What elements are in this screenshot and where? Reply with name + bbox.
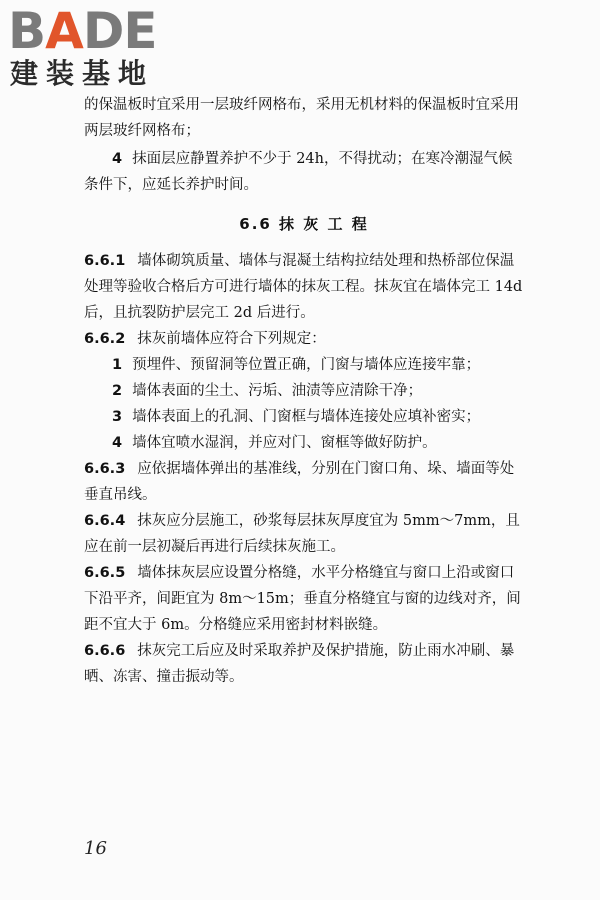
- logo-letter-a-accent: A: [45, 2, 83, 60]
- item-number: 4: [112, 151, 123, 167]
- item-text: 墙体表面上的孔洞、门窗框与墙体连接处应填补密实；: [132, 409, 481, 425]
- site-logo: [8, 4, 178, 96]
- item-number: 3: [112, 409, 123, 425]
- previous-list-item-4: [84, 146, 524, 198]
- item-text: 抹面层应静置养护不少于 24h，不得扰动；在寒冷潮湿气候条件下，应延长养护时间。: [84, 151, 513, 193]
- item-number: 1: [112, 357, 123, 373]
- logo-subtitle: 建装基地: [10, 57, 155, 90]
- logo-letters-de: DE: [82, 2, 157, 60]
- clause-number: 6.6.6: [84, 643, 126, 659]
- clause-text: 抹灰应分层施工，砂浆每层抹灰厚度宜为 5mm～7mm，且应在前一层初凝后再进行后续抹灰施工。: [84, 513, 520, 555]
- item-number: 4: [112, 435, 123, 451]
- clause-6-6-2: [84, 326, 524, 352]
- item-number: 2: [112, 383, 123, 399]
- section-heading: 6.6 抹 灰 工 程: [239, 215, 369, 233]
- clause-number: 6.6.2: [84, 331, 126, 347]
- clause-6-6-4: [84, 508, 524, 560]
- logo-wordmark: [8, 4, 157, 58]
- clause-text: 墙体抹灰层应设置分格缝，水平分格缝宜与窗口上沿或窗口下沿平齐，间距宜为 8m～15m；垂直分格缝宜与窗的边线对齐，间距不宜大于 6m。分格缝应采用密封材料嵌缝。: [84, 565, 521, 633]
- clause-6-6-6: [84, 638, 524, 690]
- clause-number: 6.6.4: [84, 513, 126, 529]
- item-text: 墙体宜喷水湿润，并应对门、窗框等做好防护。: [132, 435, 437, 451]
- list-item: [84, 430, 524, 456]
- clause-text: 抹灰完工后应及时采取养护及保护措施，防止雨水冲刷、暴晒、冻害、撞击振动等。: [84, 643, 515, 685]
- list-item: [84, 404, 524, 430]
- item-text: 墙体表面的尘土、污垢、油渍等应清除干净；: [132, 383, 423, 399]
- clause-6-6-5: [84, 560, 524, 638]
- logo-letter-b: B: [8, 2, 46, 60]
- clause-text: 应依据墙体弹出的基准线，分别在门窗口角、垛、墙面等处垂直吊线。: [84, 461, 515, 503]
- page-number: 16: [84, 838, 107, 859]
- list-item: [84, 378, 524, 404]
- clause-text: 抹灰前墙体应符合下列规定：: [137, 331, 326, 347]
- clause-number: 6.6.3: [84, 461, 126, 477]
- clause-number: 6.6.5: [84, 565, 126, 581]
- document-body: [84, 92, 524, 690]
- clause-6-6-3: [84, 456, 524, 508]
- clause-6-6-1: [84, 248, 524, 326]
- clause-text: 墙体砌筑质量、墙体与混凝土结构拉结处理和热桥部位保温处理等验收合格后方可进行墙体的抹灰工程。抹灰宜在墙体完工 14d 后，且抗裂防护层完工 2d 后进行。: [84, 253, 523, 321]
- continuation-paragraph: 的保温板时宜采用一层玻纤网格布，采用无机材料的保温板时宜采用两层玻纤网格布；: [84, 97, 519, 139]
- item-text: 预埋件、预留洞等位置正确，门窗与墙体应连接牢靠；: [132, 357, 481, 373]
- clause-number: 6.6.1: [84, 253, 126, 269]
- list-item: [84, 352, 524, 378]
